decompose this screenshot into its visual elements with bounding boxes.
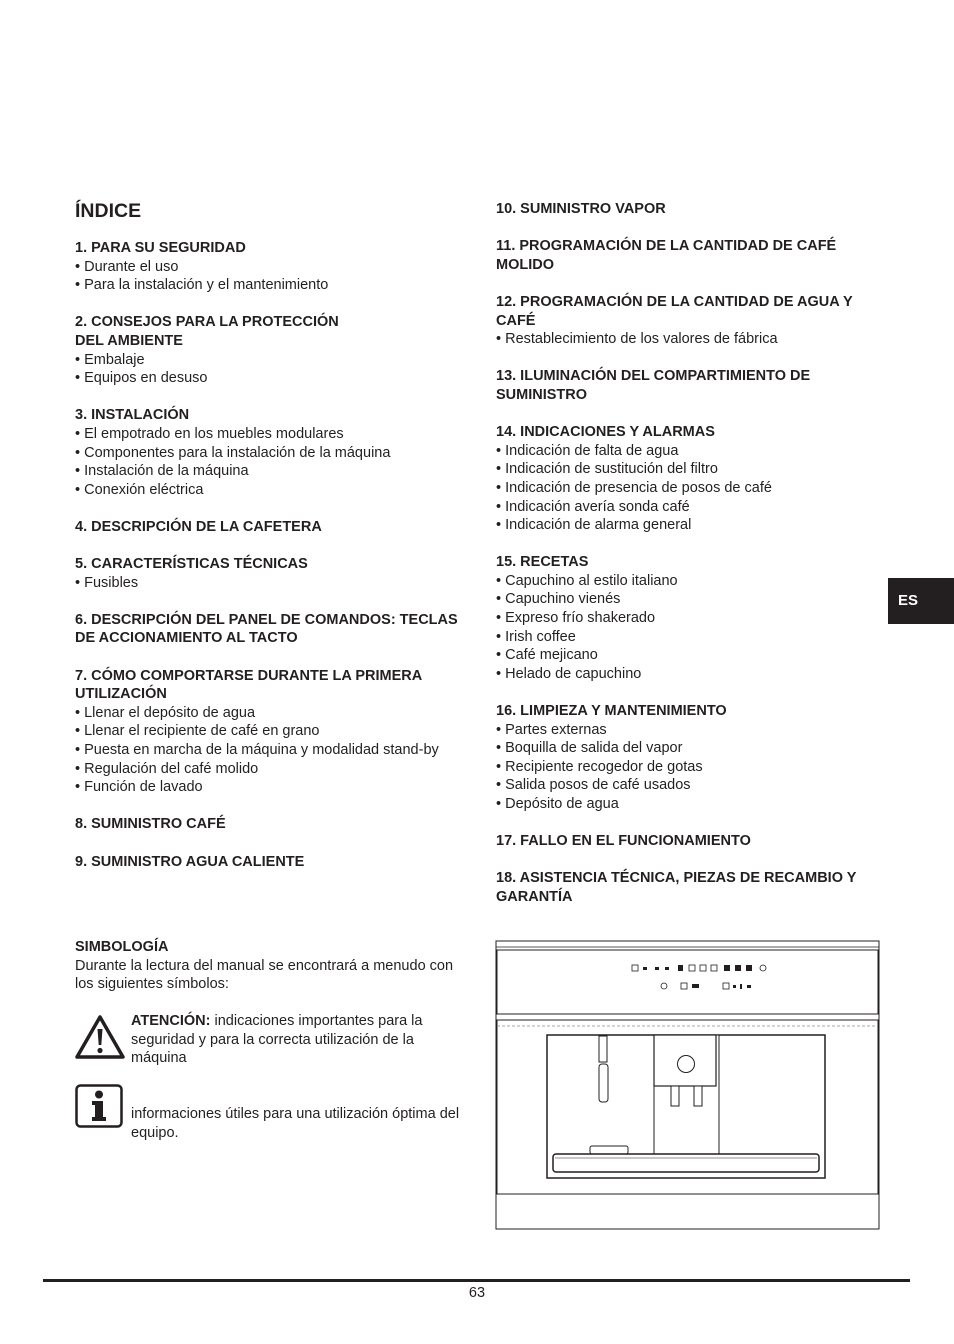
toc-item: • Conexión eléctrica xyxy=(75,481,470,500)
toc-item: • Durante el uso xyxy=(75,258,470,277)
toc-item: • Función de lavado xyxy=(75,778,470,797)
toc-item: • Indicación de sustitución del filtro xyxy=(496,460,881,479)
toc-item: • Indicación de presencia de posos de café xyxy=(496,479,881,498)
toc-item: • Recipiente recogedor de gotas xyxy=(496,758,881,777)
symbology-intro: Durante la lectura del manual se encontrará a menudo con los siguientes símbolos: xyxy=(75,957,454,993)
toc-section xyxy=(75,611,470,648)
toc-title: ÍNDICE xyxy=(75,200,142,222)
toc-section xyxy=(496,832,881,851)
toc-section-heading: 4. DESCRIPCIÓN DE LA CAFETERA xyxy=(75,518,322,535)
warning-triangle-icon xyxy=(74,1014,126,1060)
toc-item: • Capuchino vienés xyxy=(496,590,881,609)
toc-section-heading: 10. SUMINISTRO VAPOR xyxy=(496,201,666,217)
toc-section xyxy=(75,667,470,797)
info-icon xyxy=(75,1084,123,1128)
toc-right-sections xyxy=(496,200,881,907)
toc-item: • Expreso frío shakerado xyxy=(496,609,881,628)
toc-section xyxy=(75,853,470,872)
toc-item: • Llenar el depósito de agua xyxy=(75,704,470,723)
page-number: 63 xyxy=(468,1285,486,1301)
toc-section-heading: 17. FALLO EN EL FUNCIONAMIENTO xyxy=(496,833,751,850)
toc-left-column xyxy=(75,198,470,890)
toc-section-heading: 8. SUMINISTRO CAFÉ xyxy=(75,816,226,833)
toc-item: • Indicación avería sonda café xyxy=(496,498,881,517)
info-note: informaciones útiles para una utilización óptima del equipo. xyxy=(131,1106,460,1141)
toc-item: • Helado de capuchino xyxy=(496,665,881,684)
toc-section xyxy=(75,555,470,592)
toc-item: • Embalaje xyxy=(75,351,470,370)
toc-section xyxy=(496,702,881,814)
toc-item: • Indicación de alarma general xyxy=(496,516,881,535)
toc-right-column xyxy=(496,200,881,925)
toc-item: • Café mejicano xyxy=(496,646,881,665)
toc-section xyxy=(496,553,881,683)
toc-section xyxy=(496,869,881,906)
toc-section xyxy=(75,313,470,387)
footer-rule xyxy=(43,1279,910,1282)
toc-section xyxy=(496,237,881,274)
toc-item: • Indicación de falta de agua xyxy=(496,442,881,461)
toc-section-heading: 18. ASISTENCIA TÉCNICA, PIEZAS DE RECAMBIO Y GARANTÍA xyxy=(496,870,857,905)
attention-text: indicaciones importantes para la seguridad y para la correcta utilización de la máquina xyxy=(131,1013,423,1067)
toc-section-heading: 1. PARA SU SEGURIDAD xyxy=(75,240,246,256)
toc-section xyxy=(496,293,881,349)
toc-section xyxy=(75,406,470,499)
toc-section xyxy=(75,815,470,834)
toc-item: • Componentes para la instalación de la máquina xyxy=(75,444,470,463)
toc-section-heading: 3. INSTALACIÓN xyxy=(75,407,190,424)
symbology-heading: SIMBOLOGÍA xyxy=(75,939,169,955)
toc-item: • El empotrado en los muebles modulares xyxy=(75,425,470,444)
toc-item: • Regulación del café molido xyxy=(75,760,470,779)
language-tab: ES xyxy=(888,578,954,624)
toc-item: • Equipos en desuso xyxy=(75,369,470,388)
toc-section xyxy=(496,367,881,404)
toc-item: • Irish coffee xyxy=(496,628,881,647)
toc-item: • Partes externas xyxy=(496,721,881,740)
toc-left-sections xyxy=(75,239,470,871)
toc-section xyxy=(496,200,881,219)
toc-section-heading: 11. PROGRAMACIÓN DE LA CANTIDAD DE CAFÉ MOLIDO xyxy=(496,238,837,273)
toc-item: • Restablecimiento de los valores de fábrica xyxy=(496,330,881,349)
toc-item: • Puesta en marcha de la máquina y modalidad stand-by xyxy=(75,741,470,760)
toc-item: • Para la instalación y el mantenimiento xyxy=(75,276,470,295)
symbology-section xyxy=(75,938,470,994)
toc-section-heading: 5. CARACTERÍSTICAS TÉCNICAS xyxy=(75,556,308,573)
toc-item: • Salida posos de café usados xyxy=(496,776,881,795)
toc-section-heading: 9. SUMINISTRO AGUA CALIENTE xyxy=(75,853,305,870)
attention-note xyxy=(131,1012,466,1068)
coffee-machine-illustration xyxy=(495,940,880,1230)
toc-section-heading: 12. PROGRAMACIÓN DE LA CANTIDAD DE AGUA Y CAFÉ xyxy=(496,293,853,329)
toc-section xyxy=(75,518,470,537)
toc-section xyxy=(496,423,881,535)
attention-label: ATENCIÓN: xyxy=(131,1013,211,1029)
toc-item: • Llenar el recipiente de café en grano xyxy=(75,722,470,741)
toc-section-heading: 2. CONSEJOS PARA LA PROTECCIÓN DEL AMBIENTE xyxy=(75,314,339,349)
toc-section-heading: 7. CÓMO COMPORTARSE DURANTE LA PRIMERA UTILIZACIÓN xyxy=(75,667,422,703)
toc-section-heading: 6. DESCRIPCIÓN DEL PANEL DE COMANDOS: TECLAS DE ACCIONAMIENTO AL TACTO xyxy=(75,611,458,647)
toc-section-heading: 16. LIMPIEZA Y MANTENIMIENTO xyxy=(496,703,727,720)
toc-section-heading: 15. RECETAS xyxy=(496,554,589,571)
toc-section xyxy=(75,239,470,295)
toc-section-heading: 13. ILUMINACIÓN DEL COMPARTIMIENTO DE SUMINISTRO xyxy=(496,368,811,403)
toc-item: • Capuchino al estilo italiano xyxy=(496,572,881,591)
toc-item: • Instalación de la máquina xyxy=(75,462,470,481)
toc-item: • Depósito de agua xyxy=(496,795,881,814)
toc-section-heading: 14. INDICACIONES Y ALARMAS xyxy=(496,424,715,441)
toc-item: • Fusibles xyxy=(75,574,470,593)
toc-item: • Boquilla de salida del vapor xyxy=(496,739,881,758)
